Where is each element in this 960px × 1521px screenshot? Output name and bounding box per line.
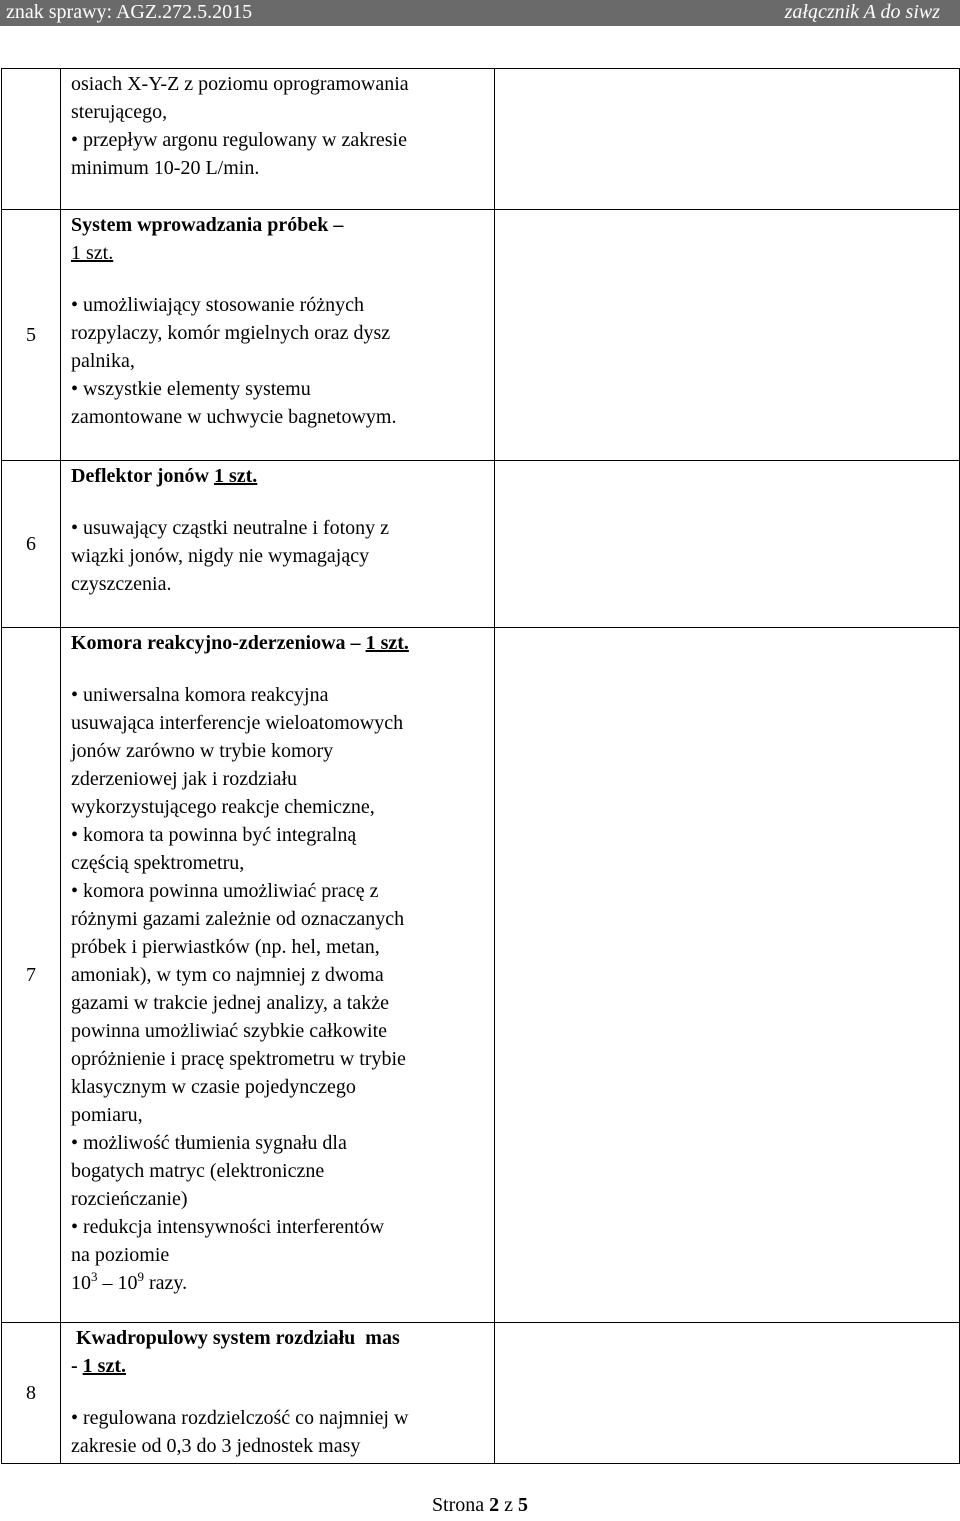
item-title-line <box>71 462 490 490</box>
item-title-line <box>71 629 490 657</box>
attachment-label: załącznik A do siwz <box>784 1 940 23</box>
item-title-prefix: - <box>71 1355 83 1377</box>
total-pages: 5 <box>518 1494 529 1516</box>
item-title: Kwadropulowy system rozdziału mas <box>71 1327 400 1349</box>
text-line: różnymi gazami zależnie od oznaczanych <box>71 908 405 930</box>
description-cell <box>61 210 495 461</box>
text-line: • możliwość tłumienia sygnału dla <box>71 1132 347 1154</box>
table-row <box>2 1323 960 1464</box>
exponent: 9 <box>137 1269 144 1284</box>
page-label: Strona <box>431 1494 490 1516</box>
text-line: • uniwersalna komora reakcyjna <box>71 684 329 706</box>
row-number: 8 <box>2 1323 61 1464</box>
text-line: rozcieńczanie) <box>71 1188 188 1210</box>
text-line: próbek i pierwiastków (np. hel, metan, <box>71 936 380 958</box>
text-line: gazami w trakcie jednej analizy, a także <box>71 992 389 1014</box>
page-separator: z <box>499 1494 519 1516</box>
text-line: osiach X-Y-Z z poziomu oprogramowania <box>71 73 409 95</box>
text-line: • usuwający cząstki neutralne i fotony z <box>71 517 389 539</box>
current-page: 2 <box>489 1494 500 1516</box>
text-line: jonów zarówno w trybie komory <box>71 740 334 762</box>
text-line: • komora ta powinna być integralną <box>71 824 357 846</box>
text-line <box>71 1269 490 1297</box>
row-number: 6 <box>2 461 61 628</box>
table-row <box>2 210 960 461</box>
text-line: opróżnienie i pracę spektrometru w trybie <box>71 1048 406 1070</box>
table-row <box>2 461 960 628</box>
text-line: sterującego, <box>71 101 168 123</box>
value-text: razy. <box>144 1272 188 1294</box>
value-text: 10 <box>71 1272 91 1294</box>
item-title: Komora reakcyjno-zderzeniowa – <box>71 632 366 654</box>
text-line: amoniak), w tym co najmniej z dwoma <box>71 964 384 986</box>
description-cell <box>61 628 495 1323</box>
text-line: • redukcja intensywności interferentów <box>71 1216 385 1238</box>
text-line: klasycznym w czasie pojedynczego <box>71 1076 356 1098</box>
text-line: częścią spektrometru, <box>71 852 245 874</box>
text-line: na poziomie <box>71 1244 170 1266</box>
row-number: 5 <box>2 210 61 461</box>
offer-cell <box>495 69 960 210</box>
text-line: palnika, <box>71 350 135 372</box>
text-line: zakresie od 0,3 do 3 jednostek masy <box>71 1435 361 1457</box>
text-line: rozpylaczy, komór mgielnych oraz dysz <box>71 322 391 344</box>
description-cell <box>61 461 495 628</box>
text-line: • regulowana rozdzielczość co najmniej w <box>71 1407 409 1429</box>
text-line: minimum 10-20 L/min. <box>71 157 260 179</box>
item-quantity: 1 szt. <box>71 242 114 264</box>
text-line: zamontowane w uchwycie bagnetowym. <box>71 406 397 428</box>
text-line: zderzeniowej jak i rozdziału <box>71 768 297 790</box>
item-title: Deflektor jonów <box>71 465 214 487</box>
specification-table <box>1 68 960 1464</box>
table-row <box>2 628 960 1323</box>
exponent: 3 <box>91 1269 98 1284</box>
item-quantity: 1 szt. <box>213 465 258 487</box>
page-footer <box>0 1494 960 1517</box>
item-title-line <box>71 1352 490 1380</box>
description-cell <box>61 1323 495 1464</box>
offer-cell <box>495 628 960 1323</box>
item-quantity: 1 szt. <box>365 632 409 654</box>
text-line: usuwająca interferencje wieloatomowych <box>71 712 404 734</box>
text-line: • wszystkie elementy systemu <box>71 378 311 400</box>
text-line: czyszczenia. <box>71 573 172 595</box>
table-row <box>2 69 960 210</box>
text-line: powinna umożliwiać szybkie całkowite <box>71 1020 388 1042</box>
offer-cell <box>495 210 960 461</box>
text-line: wykorzystującego reakcje chemiczne, <box>71 796 375 818</box>
text-line: bogatych matryc (elektroniczne <box>71 1160 325 1182</box>
item-quantity: 1 szt. <box>82 1355 126 1377</box>
text-line: • umożliwiający stosowanie różnych <box>71 294 365 316</box>
case-number: znak sprawy: AGZ.272.5.2015 <box>6 1 253 23</box>
row-number <box>2 69 61 210</box>
row-number: 7 <box>2 628 61 1323</box>
text-line: • komora powinna umożliwiać pracę z <box>71 880 379 902</box>
value-text: – 10 <box>97 1272 138 1294</box>
page-header <box>0 0 960 26</box>
offer-cell <box>495 461 960 628</box>
text-line: pomiaru, <box>71 1104 143 1126</box>
item-title: System wprowadzania próbek – <box>71 214 344 236</box>
offer-cell <box>495 1323 960 1464</box>
description-cell <box>61 69 495 210</box>
text-line: wiązki jonów, nigdy nie wymagający <box>71 545 370 567</box>
text-line: • przepływ argonu regulowany w zakresie <box>71 129 407 151</box>
